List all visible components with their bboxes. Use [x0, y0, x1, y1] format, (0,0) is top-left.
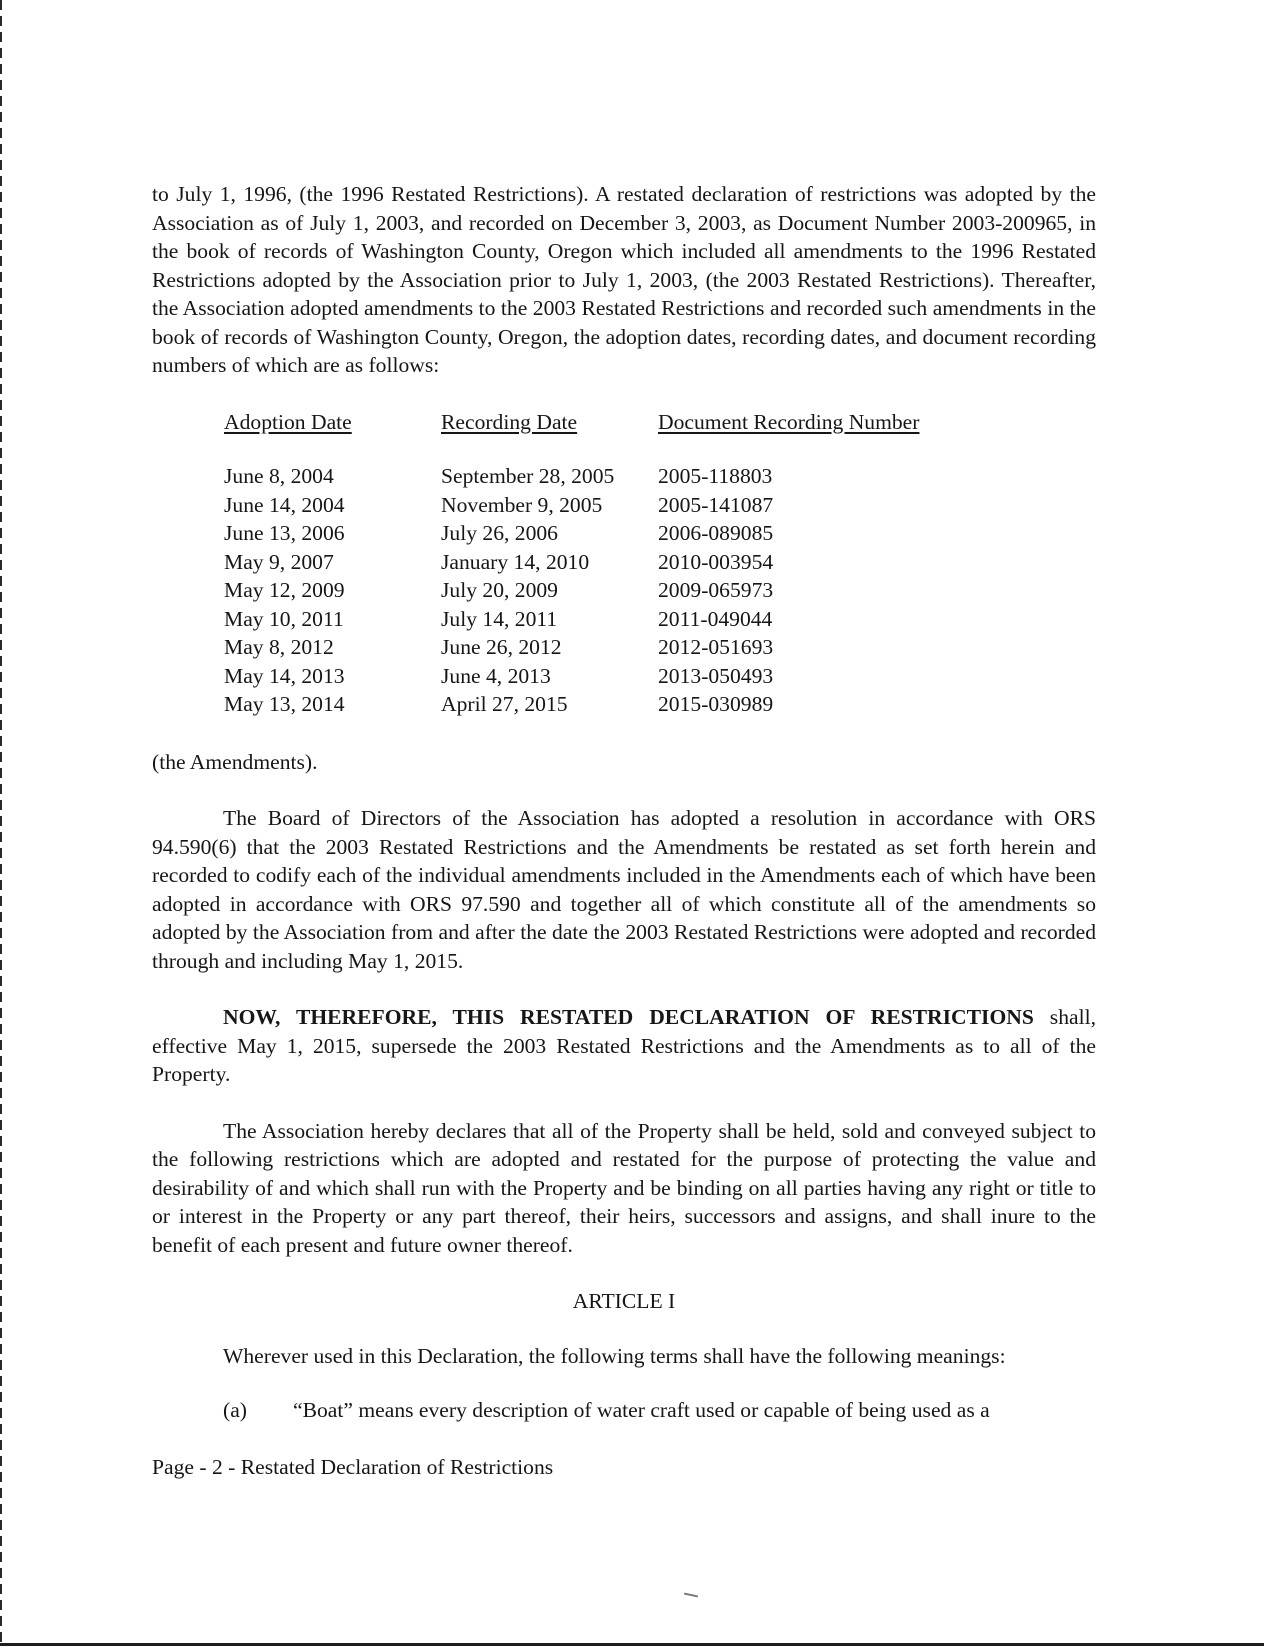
adoption-date-cell: June 13, 2006 [224, 521, 345, 545]
definition-label: (a) [223, 1398, 247, 1422]
intro-paragraph: to July 1, 1996, (the 1996 Restated Restrictions). A restated declaration of restrictions was adopted by the Association as of July 1, 2003, and recorded on December 3, 2003, as Document Number 2003-200965, in the book of records of Washington County, Oregon which included all amendments to the 1996 Restated Restrictions adopted by the Association prior to July 1, 2003, (the 2003 Restated Restrictions). Thereafter, the Association adopted amendments to the 2003 Restated Restrictions and recorded such amendments in the book of records of Washington County, Oregon, the adoption dates, recording dates, and document recording numbers of which are as follows: [152, 182, 1096, 377]
header-recording-date: Recording Date [441, 409, 578, 434]
definition-item [152, 1396, 1096, 1425]
document-body [152, 180, 1096, 1425]
now-therefore-rest: shall, effective May 1, 2015, supersede the 2003 Restated Restrictions and the Amendments as to all of the Property. [152, 1005, 1096, 1086]
document-number-cell: 2005-118803 [658, 464, 773, 488]
table-row [224, 576, 1096, 605]
board-paragraph: The Board of Directors of the Association has adopted a resolution in accordance with ORS 94.590(6) that the 2003 Restated Restrictions and the Amendments be restated as set forth herein and recorded to codify each of the individual amendments included in the Amendments each of which have been adopted in accordance with ORS 97.590 and together all of which constitute all of the amendments so adopted by the Association from and after the date the 2003 Restated Restrictions were adopted and recorded through and including May 1, 2015. [152, 806, 1096, 973]
document-number-cell: 2011-049044 [658, 606, 773, 631]
adoption-date-cell: June 14, 2004 [224, 492, 345, 517]
document-number-cell: 2005-141087 [658, 492, 774, 517]
document-number-cell: 2009-065973 [658, 578, 774, 602]
definitions-intro: Wherever used in this Declaration, the following terms shall have the following meanings: [223, 1343, 1006, 1368]
adoption-date-cell: May 12, 2009 [224, 578, 345, 602]
article-heading: ARTICLE I [572, 1289, 676, 1313]
document-number-cell: 2012-051693 [658, 635, 774, 659]
adoption-date-cell: May 14, 2013 [224, 663, 345, 688]
table-row [224, 662, 1096, 691]
scan-mark [684, 1593, 698, 1598]
scan-left-edge [0, 0, 2, 1647]
table-row [224, 491, 1096, 520]
adoption-date-cell: June 8, 2004 [224, 464, 334, 488]
adoption-date-cell: May 13, 2014 [224, 692, 345, 716]
document-number-cell: 2010-003954 [658, 549, 774, 574]
adoption-date-cell: May 8, 2012 [224, 635, 334, 659]
adoption-date-cell: May 9, 2007 [224, 549, 334, 574]
document-number-cell: 2013-050493 [658, 663, 774, 688]
table-row [224, 519, 1096, 548]
header-adoption-date: Adoption Date [224, 409, 352, 434]
table-row [224, 605, 1096, 634]
table-row [224, 462, 1096, 491]
amendments-table [224, 408, 1096, 719]
document-number-cell: 2015-030989 [658, 692, 774, 716]
amendments-note: (the Amendments). [152, 749, 318, 774]
recording-date-cell: January 14, 2010 [441, 549, 590, 574]
recording-date-cell: November 9, 2005 [441, 492, 603, 517]
page-footer: Page - 2 - Restated Declaration of Restrictions [152, 1455, 554, 1479]
header-document-number: Document Recording Number [658, 409, 920, 434]
recording-date-cell: July 26, 2006 [441, 521, 558, 545]
recording-date-cell: June 4, 2013 [441, 663, 551, 688]
table-row [224, 633, 1096, 662]
now-therefore-paragraph [152, 1003, 1096, 1089]
table-row [224, 548, 1096, 577]
recording-date-cell: June 26, 2012 [441, 635, 562, 659]
recording-date-cell: July 14, 2011 [441, 606, 558, 631]
table-row [224, 690, 1096, 719]
recording-date-cell: September 28, 2005 [441, 464, 615, 488]
recording-date-cell: July 20, 2009 [441, 578, 558, 602]
now-therefore-bold: NOW, THEREFORE, THIS RESTATED DECLARATION OF RESTRICTIONS [223, 1005, 1034, 1029]
definition-text: “Boat” means every description of water craft used or capable of being used as a [293, 1398, 990, 1422]
recording-date-cell: April 27, 2015 [441, 692, 568, 716]
adoption-date-cell: May 10, 2011 [224, 606, 344, 631]
document-number-cell: 2006-089085 [658, 521, 774, 545]
scan-bottom-edge [0, 1643, 1264, 1646]
table-header-row [224, 408, 1096, 437]
declares-paragraph: The Association hereby declares that all of the Property shall be held, sold and conveyed subject to the following restrictions which are adopted and restated for the purpose of protecting the value and desirability of and which shall run with the Property and be binding on all parties having any right or title to or interest in the Property or any part thereof, their heirs, successors and assigns, and shall inure to the benefit of each present and future owner thereof. [152, 1118, 1096, 1257]
